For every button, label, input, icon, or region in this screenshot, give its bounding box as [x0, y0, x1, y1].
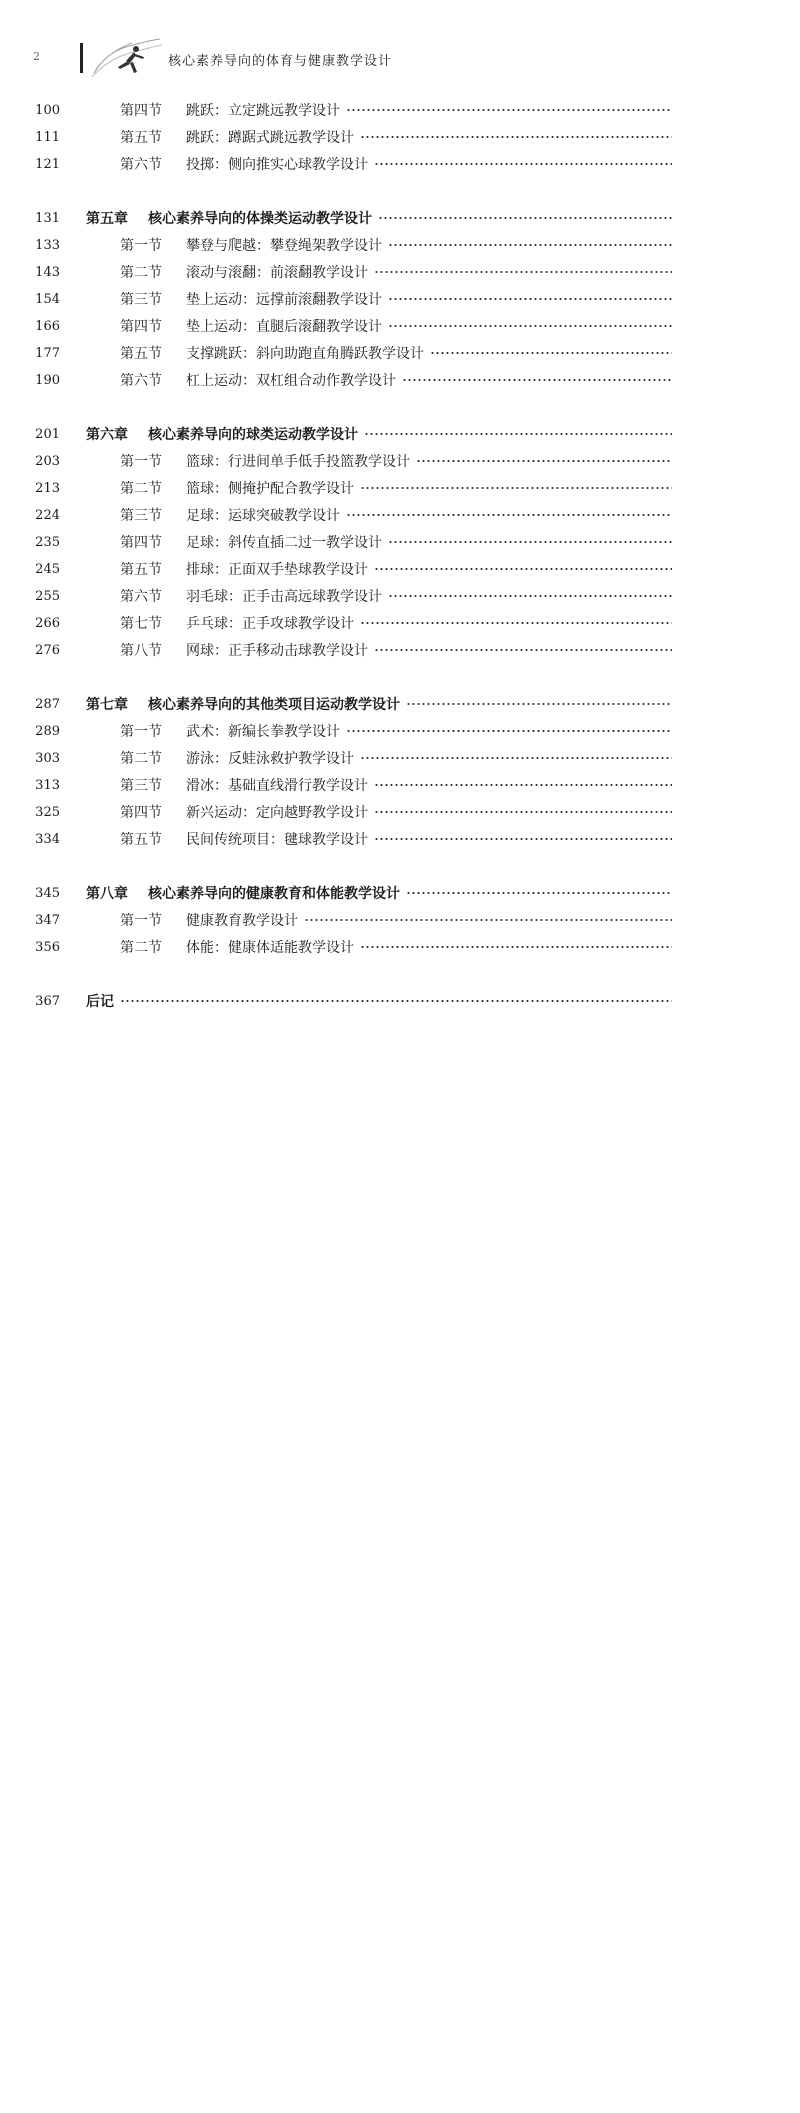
toc-section-entry[interactable] — [0, 937, 800, 959]
entry-number: 第二节 — [120, 751, 162, 767]
entry-number: 第三节 — [120, 778, 162, 794]
entry-heading — [120, 451, 410, 473]
toc-section-entry[interactable] — [0, 586, 800, 608]
entry-title: 新兴运动：定向越野教学设计 — [186, 805, 368, 821]
dot-leader — [374, 566, 672, 572]
entry-heading — [120, 586, 382, 608]
entry-heading — [120, 316, 382, 338]
entry-heading — [120, 613, 354, 635]
entry-title: 跳跃：蹲踞式跳远教学设计 — [186, 130, 354, 146]
dot-leader — [430, 350, 672, 356]
entry-heading — [86, 991, 114, 1013]
entry-title: 游泳：反蛙泳救护教学设计 — [186, 751, 354, 767]
toc-chapter-entry[interactable] — [0, 208, 800, 230]
dot-leader — [360, 944, 672, 950]
toc-section-entry[interactable] — [0, 802, 800, 824]
dot-leader — [120, 998, 672, 1004]
toc-afterword-entry[interactable] — [0, 991, 800, 1013]
entry-title: 足球：斜传直插二过一教学设计 — [186, 535, 382, 551]
entry-page-number: 245 — [35, 562, 60, 577]
entry-title: 垫上运动：远撑前滚翻教学设计 — [186, 292, 382, 308]
entry-page-number: 224 — [35, 508, 60, 523]
entry-number: 第七章 — [86, 697, 128, 713]
entry-title: 滑冰：基础直线滑行教学设计 — [186, 778, 368, 794]
entry-number: 第六节 — [120, 589, 162, 605]
toc-section-entry[interactable] — [0, 100, 800, 122]
entry-number: 第四节 — [120, 805, 162, 821]
entry-title: 乒乓球：正手攻球教学设计 — [186, 616, 354, 632]
toc-section-entry[interactable] — [0, 289, 800, 311]
entry-title: 健康教育教学设计 — [186, 913, 298, 929]
entry-title: 核心素养导向的球类运动教学设计 — [148, 427, 358, 443]
entry-number: 第一节 — [120, 724, 162, 740]
entry-page-number: 289 — [35, 724, 60, 739]
entry-heading — [120, 289, 382, 311]
toc-section-entry[interactable] — [0, 478, 800, 500]
dot-leader — [406, 701, 672, 707]
dot-leader — [360, 620, 672, 626]
entry-title: 攀登与爬越：攀登绳架教学设计 — [186, 238, 382, 254]
dot-leader — [374, 809, 672, 815]
toc-section-entry[interactable] — [0, 559, 800, 581]
entry-number: 第四节 — [120, 319, 162, 335]
entry-heading — [120, 154, 368, 176]
dot-leader — [360, 485, 672, 491]
toc-section-entry[interactable] — [0, 262, 800, 284]
entry-heading — [120, 532, 382, 554]
entry-title: 篮球：侧掩护配合教学设计 — [186, 481, 354, 497]
page-number: 2 — [33, 50, 40, 63]
entry-heading — [120, 127, 354, 149]
entry-page-number: 133 — [35, 238, 60, 253]
entry-number: 第六章 — [86, 427, 128, 443]
dot-leader — [346, 107, 672, 113]
entry-heading — [120, 802, 368, 824]
running-header-title: 核心素养导向的体育与健康教学设计 — [168, 54, 393, 69]
entry-page-number: 276 — [35, 643, 60, 658]
entry-title: 支撑跳跃：斜向助跑直角腾跃教学设计 — [186, 346, 424, 362]
entry-title: 羽毛球：正手击高远球教学设计 — [186, 589, 382, 605]
entry-number: 第五章 — [86, 211, 128, 227]
entry-page-number: 347 — [35, 913, 60, 928]
entry-number: 第八节 — [120, 643, 162, 659]
entry-number: 第一节 — [120, 913, 162, 929]
dot-leader — [360, 134, 672, 140]
entry-page-number: 111 — [35, 130, 60, 145]
entry-number: 第六节 — [120, 157, 162, 173]
entry-title: 核心素养导向的体操类运动教学设计 — [148, 211, 372, 227]
entry-heading — [86, 694, 400, 716]
entry-heading — [120, 235, 382, 257]
entry-title: 民间传统项目：毽球教学设计 — [186, 832, 368, 848]
dot-leader — [346, 728, 672, 734]
dot-leader — [388, 593, 672, 599]
entry-title: 武术：新编长拳教学设计 — [186, 724, 340, 740]
entry-heading — [120, 829, 368, 851]
header-divider-bar — [80, 43, 83, 73]
entry-heading — [86, 424, 358, 446]
entry-page-number: 367 — [35, 994, 60, 1009]
entry-page-number: 334 — [35, 832, 60, 847]
entry-page-number: 203 — [35, 454, 60, 469]
entry-heading — [120, 262, 368, 284]
entry-title: 垫上运动：直腿后滚翻教学设计 — [186, 319, 382, 335]
entry-page-number: 201 — [35, 427, 60, 442]
entry-page-number: 100 — [35, 103, 60, 118]
entry-heading — [120, 478, 354, 500]
entry-number: 第一节 — [120, 454, 162, 470]
entry-number: 第二节 — [120, 265, 162, 281]
entry-page-number: 213 — [35, 481, 60, 496]
dot-leader — [364, 431, 672, 437]
entry-heading — [120, 721, 340, 743]
toc-section-entry[interactable] — [0, 532, 800, 554]
entry-heading — [120, 343, 424, 365]
dot-leader — [378, 215, 672, 221]
toc-section-entry[interactable] — [0, 721, 800, 743]
entry-title: 核心素养导向的其他类项目运动教学设计 — [148, 697, 400, 713]
entry-page-number: 356 — [35, 940, 60, 955]
entry-heading — [120, 748, 354, 770]
entry-number: 第三节 — [120, 292, 162, 308]
dot-leader — [374, 647, 672, 653]
toc-section-entry[interactable] — [0, 829, 800, 851]
entry-number: 第五节 — [120, 346, 162, 362]
entry-heading — [86, 883, 400, 905]
toc-section-entry[interactable] — [0, 613, 800, 635]
dot-leader — [304, 917, 672, 923]
dot-leader — [346, 512, 672, 518]
entry-number: 第二节 — [120, 481, 162, 497]
toc-chapter-entry[interactable] — [0, 424, 800, 446]
entry-page-number: 154 — [35, 292, 60, 307]
entry-heading — [120, 370, 396, 392]
dot-leader — [406, 890, 672, 896]
entry-heading — [120, 910, 298, 932]
toc-section-entry[interactable] — [0, 775, 800, 797]
entry-title: 体能：健康体适能教学设计 — [186, 940, 354, 956]
toc-section-entry[interactable] — [0, 748, 800, 770]
entry-number: 第五节 — [120, 130, 162, 146]
dot-leader — [374, 269, 672, 275]
dot-leader — [374, 836, 672, 842]
entry-heading — [86, 208, 372, 230]
entry-title: 后记 — [86, 994, 114, 1010]
entry-number: 第三节 — [120, 508, 162, 524]
entry-page-number: 190 — [35, 373, 60, 388]
entry-page-number: 177 — [35, 346, 60, 361]
toc-section-entry[interactable] — [0, 154, 800, 176]
dot-leader — [402, 377, 672, 383]
entry-heading — [120, 775, 368, 797]
entry-title: 杠上运动：双杠组合动作教学设计 — [186, 373, 396, 389]
entry-heading — [120, 559, 368, 581]
toc-section-entry[interactable] — [0, 343, 800, 365]
entry-page-number: 345 — [35, 886, 60, 901]
entry-page-number: 303 — [35, 751, 60, 766]
entry-page-number: 166 — [35, 319, 60, 334]
toc-section-entry[interactable] — [0, 235, 800, 257]
entry-title: 篮球：行进间单手低手投篮教学设计 — [186, 454, 410, 470]
entry-title: 核心素养导向的健康教育和体能教学设计 — [148, 886, 400, 902]
entry-title: 滚动与滚翻：前滚翻教学设计 — [186, 265, 368, 281]
entry-number: 第一节 — [120, 238, 162, 254]
dot-leader — [388, 242, 672, 248]
entry-number: 第二节 — [120, 940, 162, 956]
entry-heading — [120, 640, 368, 662]
entry-number: 第五节 — [120, 562, 162, 578]
entry-page-number: 325 — [35, 805, 60, 820]
entry-page-number: 235 — [35, 535, 60, 550]
dot-leader — [388, 539, 672, 545]
toc-section-entry[interactable] — [0, 316, 800, 338]
toc-section-entry[interactable] — [0, 640, 800, 662]
entry-number: 第六节 — [120, 373, 162, 389]
toc-chapter-entry[interactable] — [0, 883, 800, 905]
entry-number: 第四节 — [120, 103, 162, 119]
entry-title: 投掷：侧向推实心球教学设计 — [186, 157, 368, 173]
entry-title: 足球：运球突破教学设计 — [186, 508, 340, 524]
toc-section-entry[interactable] — [0, 505, 800, 527]
dot-leader — [374, 161, 672, 167]
entry-number: 第四节 — [120, 535, 162, 551]
entry-title: 网球：正手移动击球教学设计 — [186, 643, 368, 659]
toc-section-entry[interactable] — [0, 370, 800, 392]
entry-page-number: 255 — [35, 589, 60, 604]
dot-leader — [388, 296, 672, 302]
dot-leader — [388, 323, 672, 329]
entry-title: 跳跃：立定跳远教学设计 — [186, 103, 340, 119]
entry-heading — [120, 505, 340, 527]
entry-page-number: 121 — [35, 157, 60, 172]
entry-number: 第五节 — [120, 832, 162, 848]
entry-page-number: 313 — [35, 778, 60, 793]
entry-page-number: 131 — [35, 211, 60, 226]
entry-number: 第八章 — [86, 886, 128, 902]
dot-leader — [360, 755, 672, 761]
dot-leader — [374, 782, 672, 788]
entry-page-number: 266 — [35, 616, 60, 631]
toc-section-entry[interactable] — [0, 910, 800, 932]
entry-heading — [120, 100, 340, 122]
toc-section-entry[interactable] — [0, 127, 800, 149]
entry-heading — [120, 937, 354, 959]
toc-chapter-entry[interactable] — [0, 694, 800, 716]
entry-number: 第七节 — [120, 616, 162, 632]
runner-logo-icon — [86, 33, 164, 83]
toc-section-entry[interactable] — [0, 451, 800, 473]
dot-leader — [416, 458, 672, 464]
entry-page-number: 287 — [35, 697, 60, 712]
entry-title: 排球：正面双手垫球教学设计 — [186, 562, 368, 578]
entry-page-number: 143 — [35, 265, 60, 280]
